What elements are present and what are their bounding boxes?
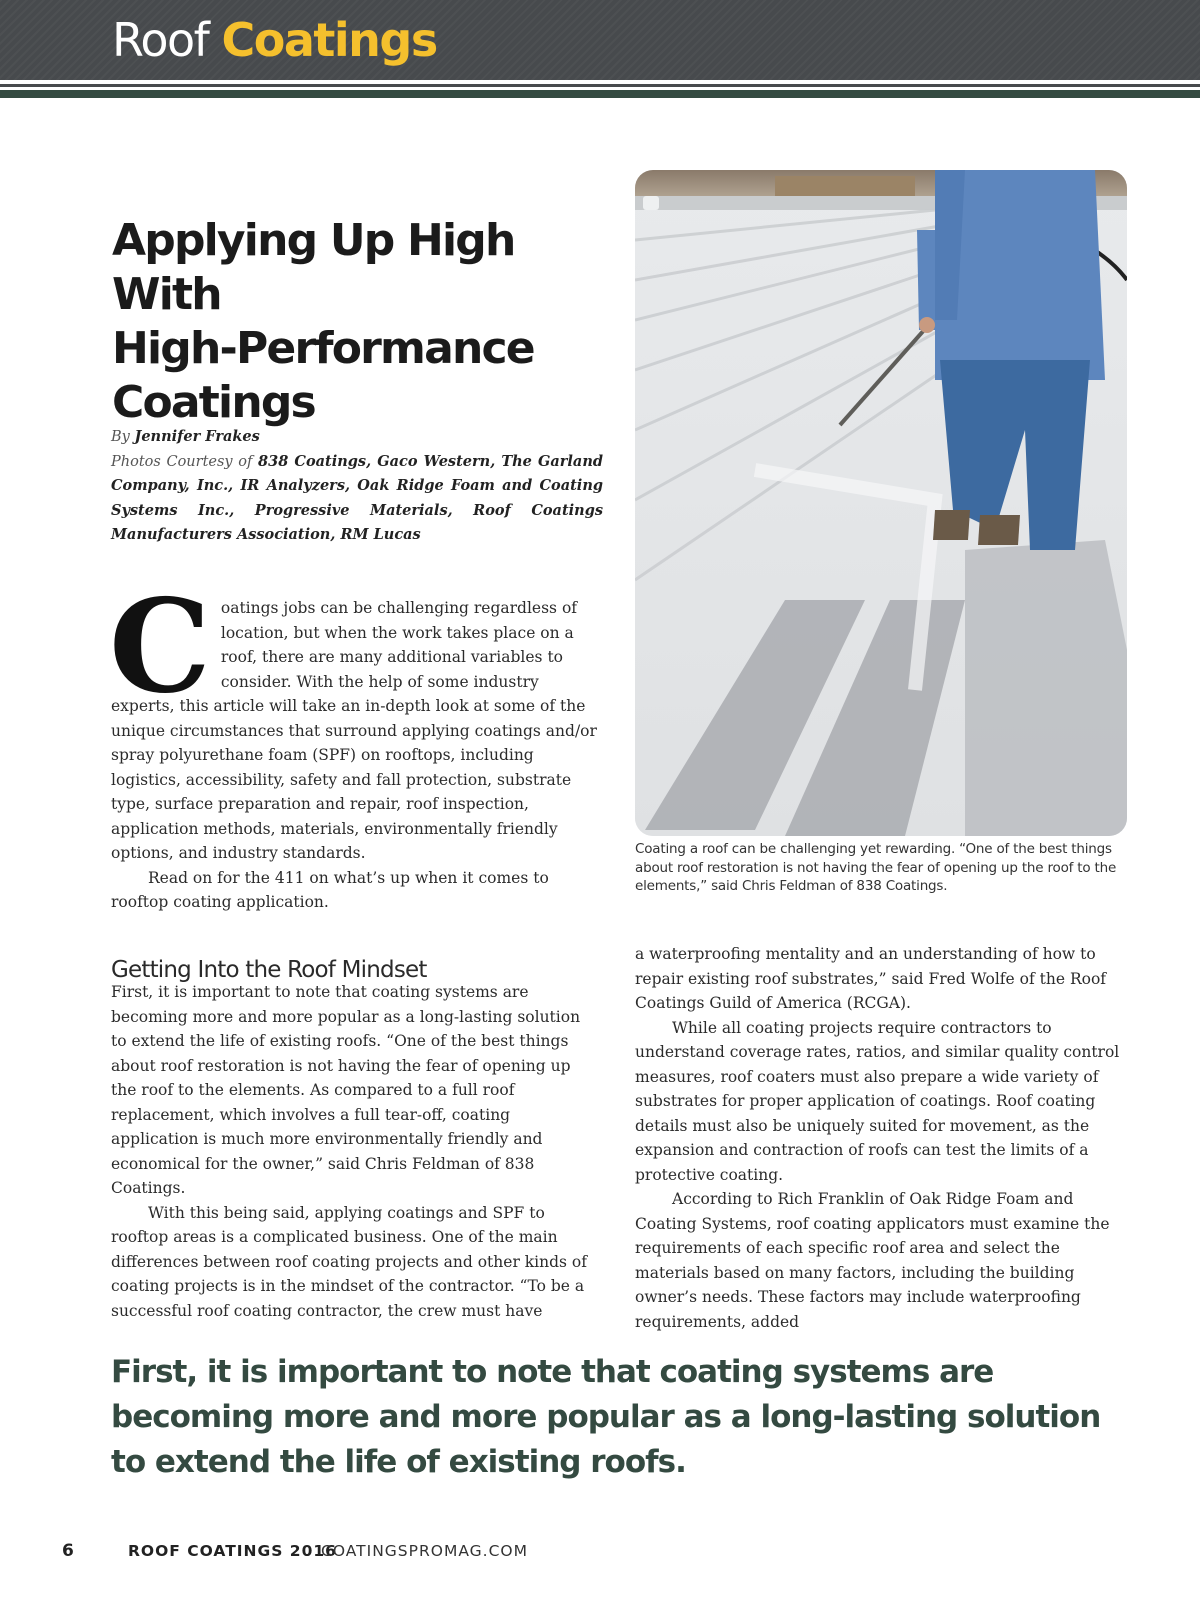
photo-caption: Coating a roof can be challenging yet rewarding. “One of the best things about roof restoration is not having the fear of opening up the roof to the elements,” said Chris Feldman of 838 Coatings. xyxy=(635,841,1117,894)
byline xyxy=(111,425,603,548)
page-number: 6 xyxy=(62,1541,74,1561)
intro-paragraph-1: oatings jobs can be challenging regardless of location, but when the work takes place on a roof, there are many additional variables to consider. With the help of some industry experts, this article will take an in-depth look at some of the unique circumstances that surround applying coatings and/or spray polyurethane foam (SPF) on rooftops, including logistics, accessibility, safety and fall protection, substrate type, surface preparation and repair, roof inspection, application methods, materials, environmentally friendly options, and industry standards. xyxy=(111,599,597,862)
intro-text xyxy=(109,572,597,915)
right-paragraph-1: a waterproofing mentality and an understanding of how to repair existing roof substrates,” said Fred Wolfe of the Roof Coatings Guild of America (RCGA). xyxy=(635,945,1107,1012)
intro-paragraph-2: Read on for the 411 on what’s up when it comes to rooftop coating application. xyxy=(111,868,549,911)
section-title-word2: Coatings xyxy=(221,13,437,67)
right-paragraph-3: According to Rich Franklin of Oak Ridge Foam and Coating Systems, roof coating applicators must examine the requirements of each specific roof area and select the materials based on many factors, including the building owner’s needs. These factors may include waterproofing requirements, added xyxy=(635,1190,1110,1331)
header-rule-dark xyxy=(0,84,1200,87)
headline-line-1: Applying Up High With xyxy=(112,215,515,320)
left-paragraph-2: With this being said, applying coatings and SPF to rooftop areas is a complicated business. One of the main differences between roof coating projects and other kinds of coating projects is in the mindset of the contractor. “To be a successful roof coating contractor, the crew must have xyxy=(111,1203,587,1320)
footer-publication: ROOF COATINGS 2016 xyxy=(128,1542,337,1560)
headline-line-3: Coatings xyxy=(112,377,315,428)
header-rule-green xyxy=(0,90,1200,98)
photos-courtesy-label: Photos Courtesy of xyxy=(111,453,253,470)
roof-coating-photo xyxy=(635,170,1127,836)
photo-credits: 838 Coatings, Gaco Western, The Garland Company, Inc., IR Analyzers, Oak Ridge Foam and Coating Systems Inc., Progressive Materials, Roof Coatings Manufacturers Association, RM Lucas xyxy=(111,452,603,543)
drop-cap: C xyxy=(109,572,211,722)
section-title xyxy=(112,10,437,70)
byline-author: Jennifer Frakes xyxy=(134,428,260,445)
left-paragraph-1: First, it is important to note that coating systems are becoming more and more popular as a long-lasting solution to extend the life of existing roofs. “One of the best things about roof restoration is not having the fear of opening up the roof to the elements. As compared to a full roof replacement, which involves a full tear-off, coating application is much more environmentally friendly and economical for the owner,” said Chris Feldman of 838 Coatings. xyxy=(111,983,581,1197)
right-paragraph-2: While all coating projects require contractors to understand coverage rates, ratios, and similar quality control measures, roof coaters must also prepare a wide variety of substrates for proper application of coatings. Roof coating details must also be uniquely suited for movement, as the expansion and contraction of roofs can test the limits of a protective coating. xyxy=(635,1018,1120,1184)
article-photo xyxy=(635,170,1127,836)
left-column-body xyxy=(111,980,597,1323)
right-column-body xyxy=(635,942,1121,1334)
article-headline xyxy=(112,214,632,430)
pull-quote: First, it is important to note that coating systems are becoming more and more popular as a long-lasting solution to extend the life of existing roofs. xyxy=(111,1354,1101,1480)
section-title-word1: Roof xyxy=(112,13,209,67)
masthead xyxy=(0,0,1200,80)
footer-website: COATINGSPROMAG.COM xyxy=(321,1542,528,1560)
byline-by-label: By xyxy=(111,429,130,445)
section-subhead: Getting Into the Roof Mindset xyxy=(111,957,427,983)
headline-line-2: High-Performance xyxy=(112,323,534,374)
